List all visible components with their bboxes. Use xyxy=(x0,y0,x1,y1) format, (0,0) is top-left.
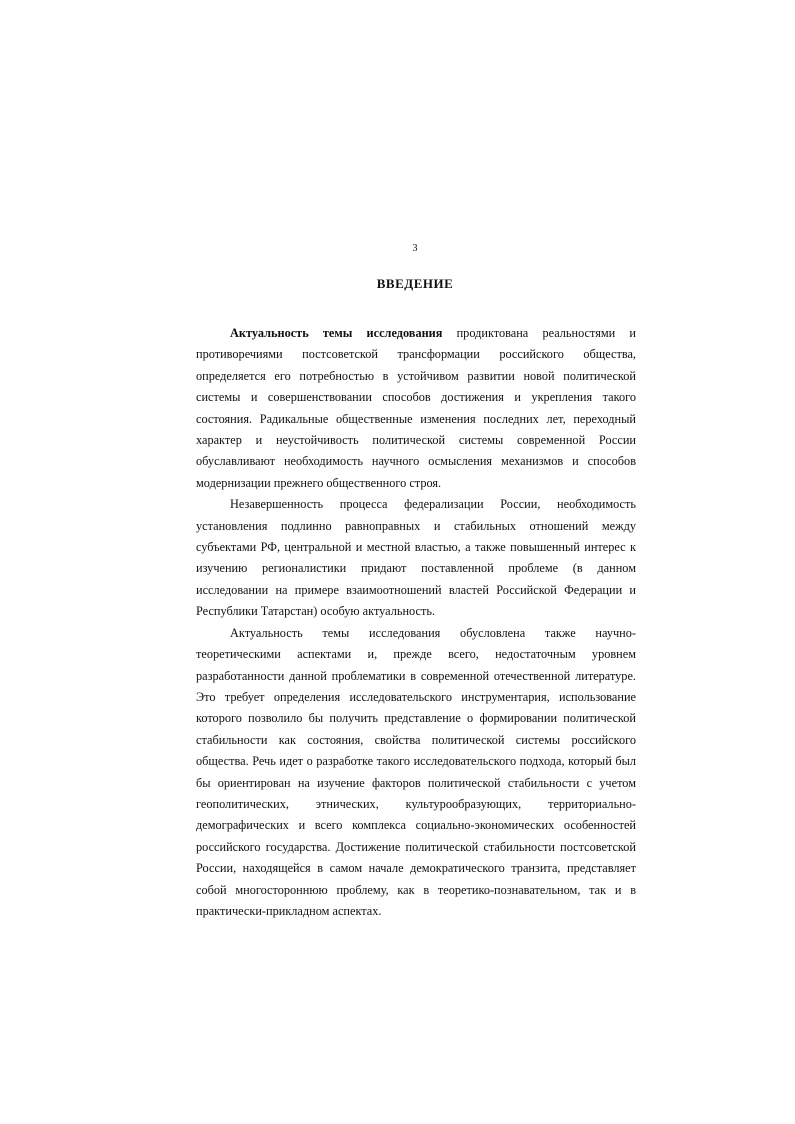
section-heading: ВВЕДЕНИЕ xyxy=(376,276,454,291)
paragraph-3: Актуальность темы исследования обусловлена также научно-теоретическими аспектами и, прежде всего, недостаточным уровнем разработанности данной проблематики в современной отечественной литературе. Это требует определения исследовательского инструментария, использование которого позволило бы получить представление о формировании политической стабильности как состояния, свойства политической системы российского общества. Речь идет о разработке такого исследовательского подхода, который был бы ориентирован на изучение факторов политической стабильности с учетом геополитических, этнических, культурообразующих, территориально-демографических и всего комплекса социально-экономических особенностей российского государства. Достижение политической стабильности постсоветской России, находящейся в самом начале демократического транзита, представляет собой многостороннюю проблему, как в теоретико-познавательном, так и в практически-прикладном аспектах. xyxy=(196,625,636,918)
paragraph-text: продиктована реальностями и противоречиями постсоветской трансформации российского общества, определяется его потребностью в устойчивом развитии новой политической системы и совершенствовании способов достижения и укрепления такого состояния. Радикальные общественные изменения последних лет, переходный характер и неустойчивость политической системы современной России обуславливают необходимость научного осмысления механизмов и способов модернизации прежнего общественного строя. xyxy=(196,326,636,490)
page-number: 3 xyxy=(412,243,418,254)
body-text xyxy=(196,323,636,922)
paragraph-2: Незавершенность процесса федерализации России, необходимость установления подлинно равноправных и стабильных отношений между субъектами РФ, центральной и местной властью, а также повышенный интерес к изучению регионалистики придают поставленной проблеме (в данном исследовании на примере взаимоотношений властей Российской Федерации и Республики Татарстан) особую актуальность. xyxy=(196,497,636,619)
paragraph-lead: Актуальность темы исследования xyxy=(230,326,443,340)
paragraph-1 xyxy=(196,323,636,494)
